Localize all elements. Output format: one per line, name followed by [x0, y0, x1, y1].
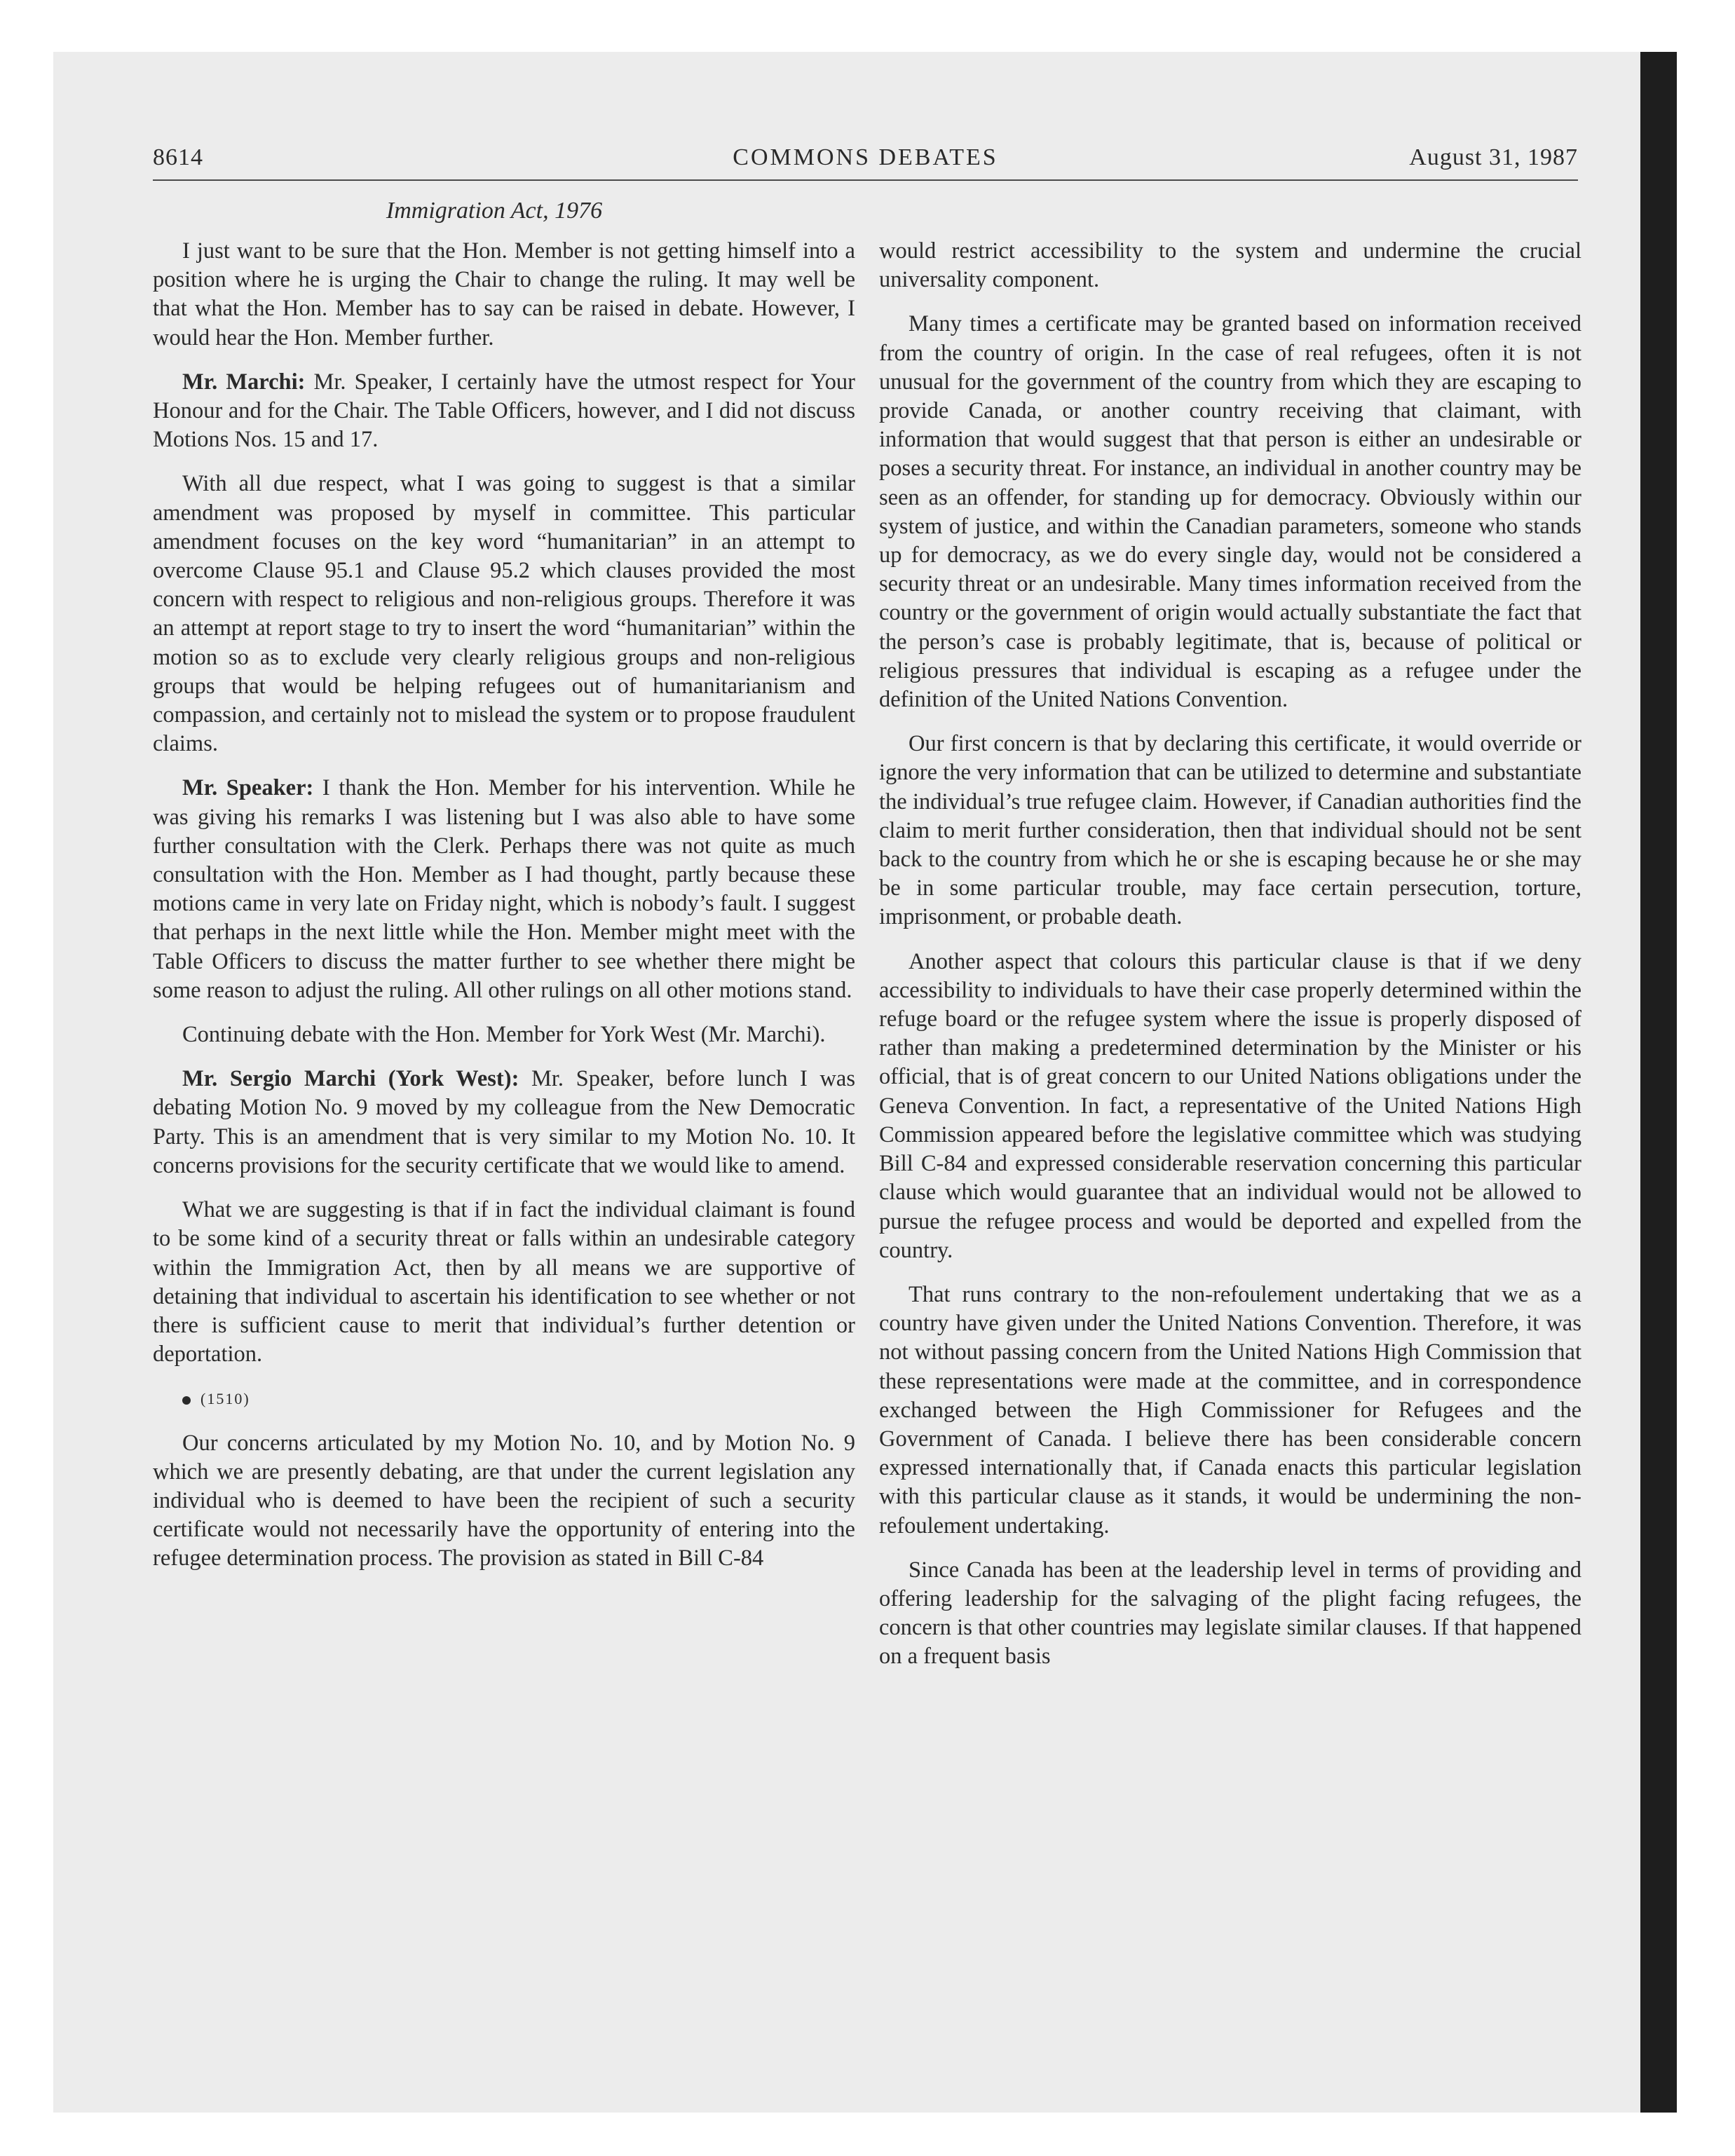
- paragraph: Another aspect that colours this particular clause is that if we deny accessibility to individuals to have their case properly determined within the refuge board or the refugee system where the issue is properly disposed of rather than making a predetermined determination by the Minister or his official, that is of great concern to our United Nations obligations under the Geneva Convention. In fact, a representative of the United Nations High Commission appeared before the legislative committee which was studying Bill C-84 and expressed considerable reservation concerning this particular clause which would guarantee that an individual would not be allowed to pursue the refugee process and would be deported and expelled from the country.: [879, 948, 1581, 1263]
- paragraph: Continuing debate with the Hon. Member for York West (Mr. Marchi).: [182, 1022, 826, 1048]
- bullet-icon: [182, 1396, 191, 1405]
- paragraph: Our concerns articulated by my Motion No. 10, and by Motion No. 9 which we are presently debating, are that under the current legislation any individual who is deemed to have been the recipient of such a security certificate would not necessarily have the opportunity of entering into the refugee determination process. The provision as stated in Bill C-84: [153, 1430, 855, 1571]
- paragraph: Our first concern is that by declaring this certificate, it would override or ignore the very information that can be utilized to determine and substantiate the individual’s true refugee claim. However, if Canadian authorities find the claim to merit further consideration, then that individual should not be sent back to the country from which he or she is escaping because he or she may be in some particular trouble, may face certain persecution, torture, imprisonment, or probable death.: [879, 731, 1581, 930]
- paragraph: [153, 368, 855, 455]
- paragraph: Since Canada has been at the leadership level in terms of providing and offering leadership for the salvaging of the plight facing refugees, the concern is that other countries may legislate similar clauses. If that happened on a frequent basis: [879, 1557, 1581, 1670]
- journal-title: COMMONS DEBATES: [733, 144, 998, 170]
- paragraph: Many times a certificate may be granted based on information received from the country of origin. In the case of real refugees, often it is not unusual for the government of the country from which they are escaping to provide Canada, or another country receiving that claimant, with information that would suggest that that person is either an undesirable or poses a security threat. For instance, an individual in another country may be seen as an offender, for standing up for democracy. Obviously within our system of justice, and within the Canadian parameters, someone who stands up for democracy, as we do every single day, would not be considered a security threat or an undesirable. Many times information received from the country or the government of origin would actually substantiate the fact that the person’s case is probably legitimate, that is, because of political or religious pressures that individual is escaping as a refugee under the definition of the United Nations Convention.: [879, 311, 1581, 713]
- speech-text: I thank the Hon. Member for his intervention. While he was giving his remarks I was listening but I was also able to have some further consultation with the Clerk. Perhaps there was not quite as much consultation with the Hon. Member as I had thought, partly because these motions came in very late on Friday night, which is nobody’s fault. I suggest that perhaps in the next little while the Hon. Member might meet with the Table Officers to discuss the matter further to see whether there might be some reason to adjust the ruling. All other rulings on all other motions stand.: [153, 775, 855, 1003]
- speaker-name: Mr. Sergio Marchi (York West):: [182, 1066, 519, 1092]
- page-number: 8614: [153, 144, 203, 170]
- paragraph: [153, 774, 855, 1005]
- time-marker-text: (1510): [200, 1390, 250, 1408]
- paragraph: What we are suggesting is that if in fact the individual claimant is found to be some kind of a security threat or falls within an undesirable category within the Immigration Act, then by all means we are supportive of detaining that individual to ascertain his identification to see whether or not there is sufficient cause to merit that individual’s further detention or deportation.: [153, 1197, 855, 1367]
- right-column: [879, 237, 1581, 1687]
- paragraph: That runs contrary to the non-refoulement undertaking that we as a country have given under the United Nations Convention. Therefore, it was not without passing concern from the United Nations High Commission that these representations were made at the committee, and in correspondence exchanged between the High Commissioner for Refugees and the Government of Canada. I believe there has been considerable concern expressed internationally that, if Canada enacts this particular legislation with this particular clause as it stands, it would be undermining the non-refoulement undertaking.: [879, 1281, 1581, 1538]
- publication-date: August 31, 1987: [1409, 144, 1578, 170]
- paragraph: With all due respect, what I was going to suggest is that a similar amendment was proposed by myself in committee. This particular amendment focuses on the key word “humanitarian” in an attempt to overcome Clause 95.1 and Clause 95.2 which clauses provided the most concern with respect to religious and non-religious groups. Therefore it was an attempt at report stage to try to insert the word “humanitarian” within the motion so as to exclude very clearly religious groups and non-religious groups that would be helping refugees out of humanitarianism and compassion, and certainly not to mislead the system or to propose fraudulent claims.: [153, 471, 855, 757]
- speaker-name: Mr. Speaker:: [182, 775, 314, 801]
- scan-shadow-edge: [1640, 52, 1677, 2113]
- speech-text: Mr. Speaker, before lunch I was debating Motion No. 9 moved by my colleague from the New Democratic Party. This is an amendment that is very similar to my Motion No. 10. It concerns provisions for the security certificate that we would like to amend.: [153, 1066, 855, 1178]
- speaker-name: Mr. Marchi:: [182, 369, 306, 395]
- page-header: [153, 144, 1578, 181]
- speech-text: Mr. Speaker, I certainly have the utmost respect for Your Honour and for the Chair. The Table Officers, however, and I did not discuss Motions Nos. 15 and 17.: [153, 369, 856, 453]
- section-heading: Immigration Act, 1976: [386, 198, 603, 224]
- left-column: [153, 237, 855, 1589]
- paragraph: I just want to be sure that the Hon. Member is not getting himself into a position where he is urging the Chair to change the ruling. It may well be that what the Hon. Member has to say can be raised in debate. However, I would hear the Hon. Member further.: [153, 238, 855, 350]
- paragraph: would restrict accessibility to the system and undermine the crucial universality component.: [879, 238, 1581, 293]
- time-marker: [153, 1384, 855, 1413]
- paragraph: [153, 1065, 855, 1180]
